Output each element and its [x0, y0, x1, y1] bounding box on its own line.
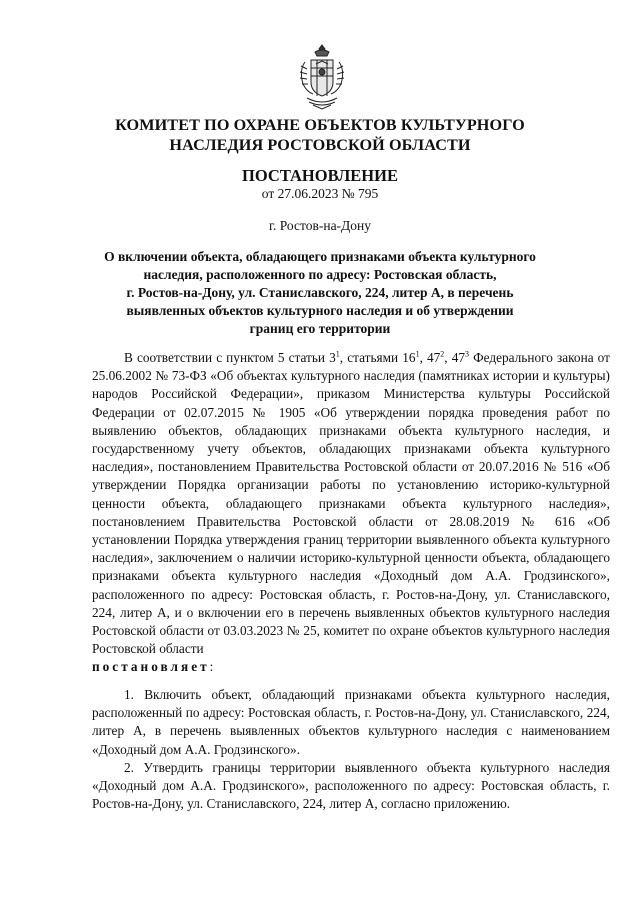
document-date-number: от 27.06.2023 № 795	[261, 186, 379, 201]
subject-line-2: наследия, расположенного по адресу: Ростовская область,	[143, 267, 497, 282]
resolves-keyword: постановляет	[92, 659, 210, 675]
resolves-colon: :	[209, 659, 214, 675]
org-line-2: НАСЛЕДИЯ РОСТОВСКОЙ ОБЛАСТИ	[169, 136, 471, 154]
subject-line-3: г. Ростов-на-Дону, ул. Станиславского, 224, литер А, в перечень	[126, 285, 514, 300]
resolution-items	[92, 686, 610, 813]
subject-line-5: границ его территории	[249, 321, 391, 336]
preamble-text-1: В соответствии с пунктом 5 статьи 3	[124, 350, 336, 365]
org-line-1: КОМИТЕТ ПО ОХРАНЕ ОБЪЕКТОВ КУЛЬТУРНОГО	[115, 116, 525, 134]
coat-of-arms-emblem	[297, 42, 347, 112]
footnote-superscript: 1	[335, 349, 340, 359]
document-city: г. Ростов-на-Дону	[268, 218, 371, 233]
footnote-superscript: 2	[440, 349, 445, 359]
footnote-superscript: 1	[415, 349, 420, 359]
resolution-item-1: 1. Включить объект, обладающий признаками объекта культурного наследия, расположенный по адресу: Ростовская область, г. Ростов-на-Дону, ул. Станиславского, 224, литер А, в перечень выявленных объектов культурного наследия с наименованием «Доходный дом А.А. Гродзинского».	[92, 687, 610, 757]
preamble-text-5: Федерального закона от 25.06.2002 № 73-ФЗ «Об объектах культурного наследия (памятниках истории и культуры) народов Российской Федерации», приказом Министерства культуры Российской Федерации от 02.07.2015 № 1905 «Об утверждении порядка проведения работ по выявлению объектов, обладающих признаками объекта культурного наследия, и государственному учету объектов, обладающих признаками объекта культурного наследия», постановлением Правительства Ростовской области от 20.07.2016 № 516 «Об утверждении Порядка организации работы по установлению историко-культурной ценности объекта, обладающего признаками объекта культурного наследия», постановлением Правительства Ростовской области от 28.08.2019 № 616 «Об установлении Порядка утверждения границ территории выявленного объекта культурного наследия», заключением о наличии историко-культурной ценности объекта, обладающего признаками объекта культурного наследия «Доходный дом А.А. Гродзинского», расположенного по адресу: Ростовская область, г. Ростов-на-Дону, ул. Станиславского, 224, литер А, и о включении его в перечень выявленных объектов культурного наследия Ростовской области от 03.03.2023 № 25, комитет по охране объектов культурного наследия Ростовской области	[92, 350, 610, 657]
subject-line-4: выявленных объектов культурного наследия и об утверждении	[126, 303, 514, 318]
preamble-text-3: , 47	[419, 350, 441, 365]
document-subject	[80, 248, 560, 338]
preamble-text-2: , статьями 16	[339, 350, 416, 365]
document-type: ПОСТАНОВЛЕНИЕ	[242, 166, 398, 185]
preamble-text-4: , 47	[444, 350, 465, 365]
preamble-section	[92, 349, 610, 677]
subject-line-1: О включении объекта, обладающего признаками объекта культурного	[104, 249, 536, 264]
footnote-superscript: 3	[465, 349, 469, 359]
organization-name	[90, 115, 550, 155]
resolution-item-2: 2. Утвердить границы территории выявленного объекта культурного наследия «Доходный дом А.А. Гродзинского», расположенного по адресу: Ростовская область, г. Ростов-на-Дону, ул. Станиславского, 224, литер А, согласно приложению.	[92, 759, 610, 812]
preamble-paragraph	[92, 349, 610, 677]
